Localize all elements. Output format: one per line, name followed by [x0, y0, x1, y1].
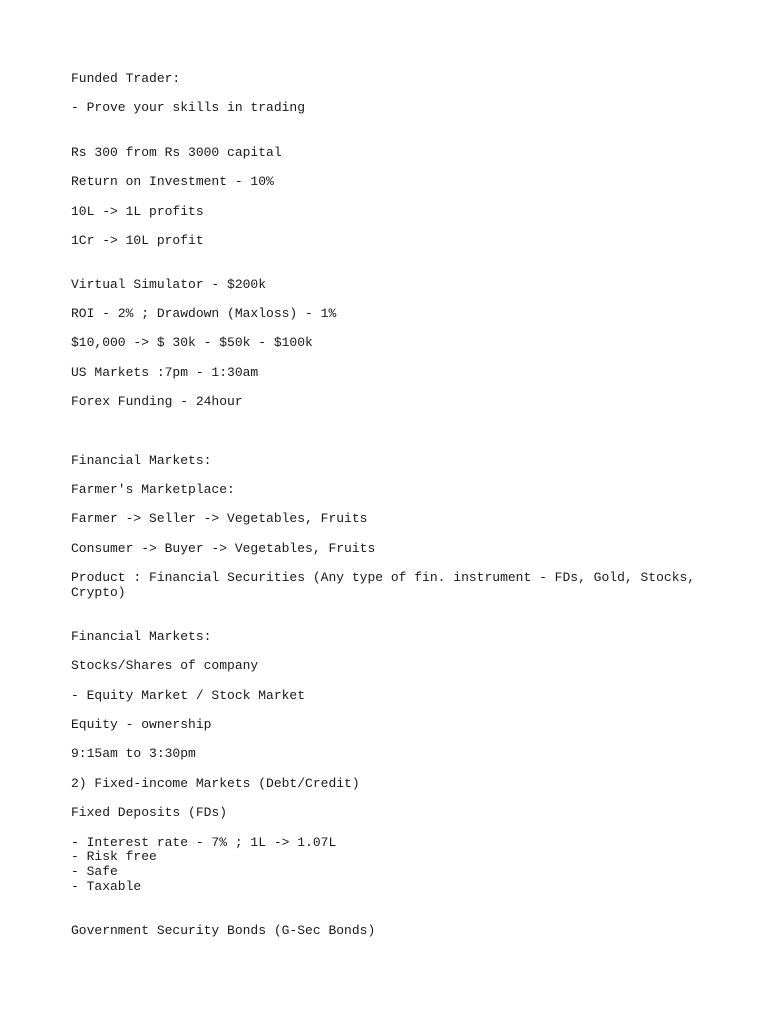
text-line: Farmer's Marketplace:	[71, 482, 235, 497]
text-line: $10,000 -> $ 30k - $50k - $100k	[71, 335, 313, 350]
text-line: Funded Trader:	[71, 71, 181, 86]
text-line: US Markets :7pm - 1:30am	[71, 365, 259, 380]
text-line: Financial Markets:	[71, 453, 212, 468]
text-line: 10L -> 1L profits	[71, 204, 204, 219]
text-line: Equity - ownership	[71, 717, 212, 732]
text-line: Financial Markets:	[71, 629, 212, 644]
text-line: Product : Financial Securities (Any type of fin. instrument - FDs, Gold, Stocks,	[71, 570, 696, 585]
text-line: 9:15am to 3:30pm	[71, 746, 196, 761]
text-line: - Prove your skills in trading	[71, 100, 306, 115]
text-line: Consumer -> Buyer -> Vegetables, Fruits	[71, 541, 376, 556]
text-line: 1Cr -> 10L profit	[71, 233, 204, 248]
text-line: ROI - 2% ; Drawdown (Maxloss) - 1%	[71, 306, 337, 321]
text-line: 2) Fixed-income Markets (Debt/Credit)	[71, 776, 360, 791]
text-line: Farmer -> Seller -> Vegetables, Fruits	[71, 511, 368, 526]
text-line: - Interest rate - 7% ; 1L -> 1.07L	[71, 835, 337, 850]
text-line: Return on Investment - 10%	[71, 174, 274, 189]
text-line: - Taxable	[71, 879, 142, 894]
text-line: Forex Funding - 24hour	[71, 394, 243, 409]
text-line: - Risk free	[71, 849, 157, 864]
text-line: Stocks/Shares of company	[71, 658, 259, 673]
text-line: - Equity Market / Stock Market	[71, 688, 306, 703]
text-line: - Safe	[71, 864, 118, 879]
text-line: Rs 300 from Rs 3000 capital	[71, 145, 282, 160]
text-line: Crypto)	[71, 585, 126, 600]
text-line: Fixed Deposits (FDs)	[71, 805, 228, 820]
text-line: Virtual Simulator - $200k	[71, 277, 267, 292]
text-line: Government Security Bonds (G-Sec Bonds)	[71, 923, 376, 938]
